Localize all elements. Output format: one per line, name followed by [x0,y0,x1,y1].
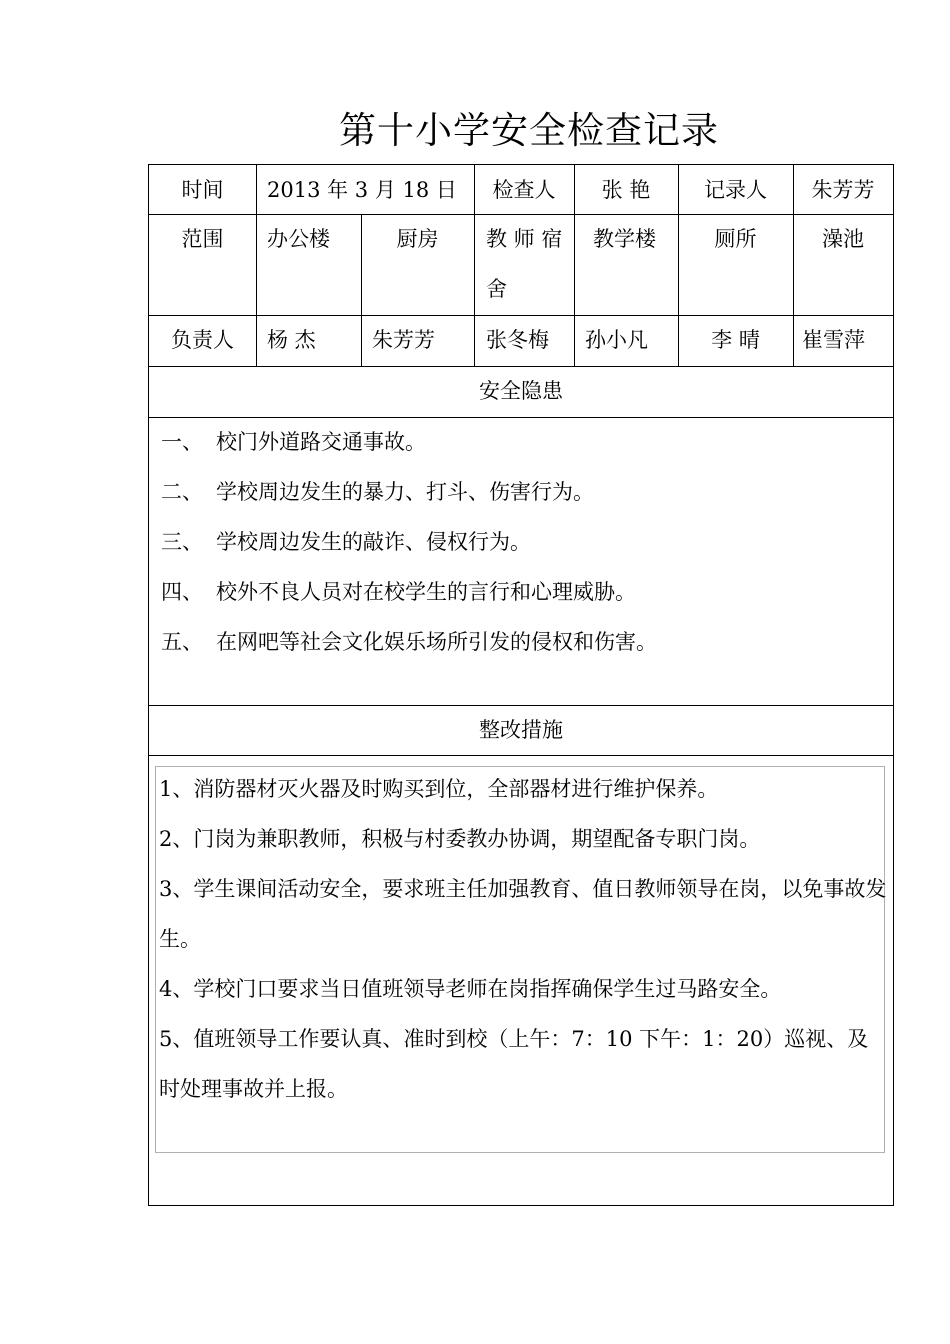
inspector-name: 张 艳 [601,178,651,202]
list-item: 5、值班领导工作要认真、准时到校（上午：7：10 下午：1：20）巡视、及时处理事故并上报。 [159,1027,869,1101]
owner-label: 负责人 [171,328,234,352]
time-label: 时间 [181,178,224,202]
row-divider [149,755,893,756]
list-item [161,467,881,517]
scope-area-toilet: 厕所 [714,227,757,251]
col-divider [474,214,475,366]
owner-name: 崔雪萍 [802,328,865,352]
owner-name: 朱芳芳 [372,328,435,352]
col-divider [574,214,575,366]
hazard-number: 一、 [161,430,203,454]
recorder-name: 朱芳芳 [811,178,875,202]
scope-area-office: 办公楼 [267,227,330,251]
hazard-text: 学校周边发生的暴力、打斗、伤害行为。 [216,480,594,504]
hazards-list [161,417,881,667]
hazard-number: 四、 [161,580,203,604]
hazard-text: 校门外道路交通事故。 [216,430,426,454]
scope-area-bathhouse: 澡池 [822,227,864,251]
inspector-label: 检查人 [492,178,556,202]
list-item: 4、学校门口要求当日值班领导老师在岗指挥确保学生过马路安全。 [159,977,782,1001]
inspection-record-table [148,164,894,1206]
col-divider [256,165,257,214]
list-item [161,417,881,467]
date-value: 2013 年 3 月 18 日 [267,178,457,202]
recorder-label: 记录人 [704,178,767,202]
hazard-text: 学校周边发生的敲诈、侵权行为。 [216,530,531,554]
hazard-number: 五、 [161,630,203,654]
scope-area-kitchen: 厨房 [396,227,439,251]
page-title: 第十小学安全检查记录 [339,109,719,152]
scope-area-dormitory: 教 师 宿 舍 [486,227,563,301]
list-item [161,567,881,617]
scope-area-teaching-building: 教学楼 [593,227,656,251]
list-item: 3、学生课间活动安全，要求班主任加强教育、值日教师领导在岗，以免事故发生。 [159,877,887,951]
measures-list [159,764,887,1114]
hazard-number: 三、 [161,530,203,554]
owner-name: 李 晴 [711,328,760,352]
col-divider [256,214,257,366]
list-item [161,617,881,667]
hazard-text: 在网吧等社会文化娱乐场所引发的侵权和伤害。 [216,630,657,654]
measures-heading: 整改措施 [479,718,563,742]
list-item: 1、消防器材灭火器及时购买到位，全部器材进行维护保养。 [159,777,719,801]
scope-label: 范围 [181,227,224,251]
hazard-number: 二、 [161,480,203,504]
owner-name: 张冬梅 [486,328,549,352]
owner-name: 杨 杰 [267,328,316,352]
list-item [161,517,881,567]
hazard-text: 校外不良人员对在校学生的言行和心理威胁。 [216,580,636,604]
list-item: 2、门岗为兼职教师，积极与村委教办协调，期望配备专职门岗。 [159,827,761,851]
hazards-heading: 安全隐患 [479,379,563,403]
owner-name: 孙小凡 [585,328,648,352]
